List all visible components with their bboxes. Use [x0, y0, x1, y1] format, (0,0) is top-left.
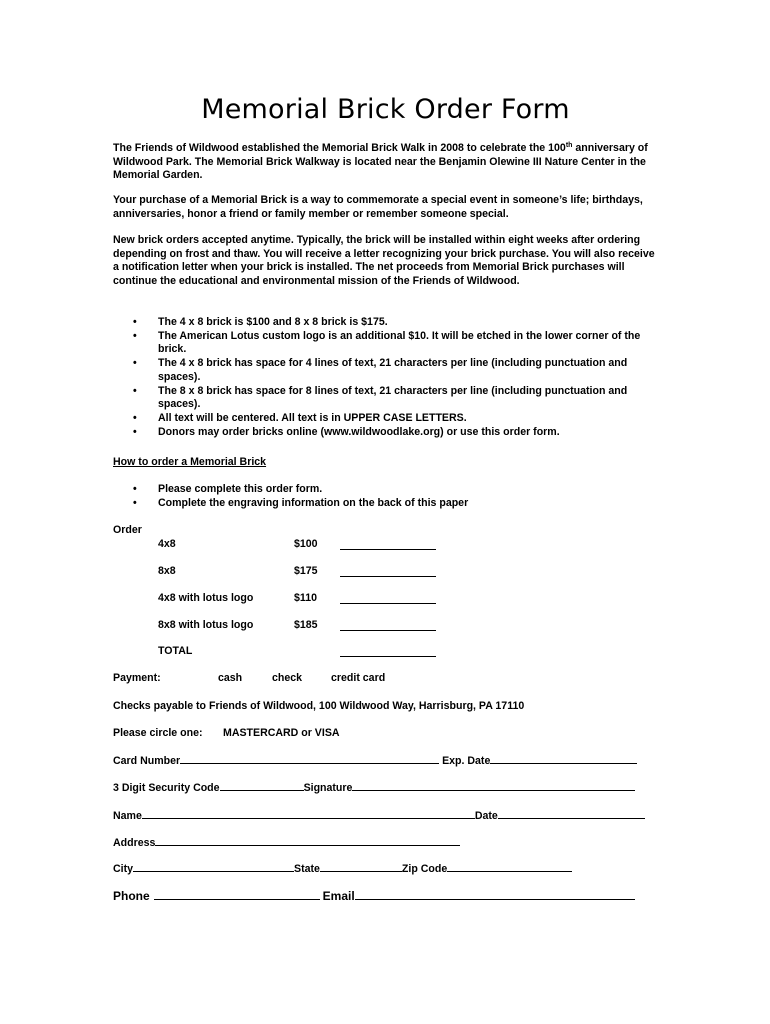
zip-field[interactable] [447, 861, 572, 872]
list-item-text: Donors may order bricks online (www.wildwoodlake.org) or use this order form. [158, 425, 560, 438]
how-to-order-list [113, 483, 658, 510]
order-item-label: 4x8 with lotus logo [158, 592, 254, 604]
list-item-text: The 4 x 8 brick has space for 4 lines of text, 21 characters per line (including punctuation and spaces). [158, 357, 628, 383]
circle-one-label: Please circle one: [113, 727, 203, 739]
checks-payable-note: Checks payable to Friends of Wildwood, 100 Wildwood Way, Harrisburg, PA 17110 [113, 700, 525, 712]
quantity-field[interactable] [340, 630, 436, 631]
name-date-row [113, 808, 645, 822]
email-label: Email [322, 889, 355, 903]
list-item-text: The American Lotus custom logo is an additional $10. It will be etched in the lower corner of the brick. [158, 329, 641, 356]
bullet-icon: • [133, 357, 137, 370]
security-code-field[interactable] [220, 780, 304, 791]
list-item [113, 330, 658, 357]
card-number-label: Card Number [113, 755, 181, 767]
list-item [113, 316, 658, 330]
date-field[interactable] [498, 808, 645, 819]
card-number-field[interactable] [180, 753, 439, 764]
name-field[interactable] [142, 808, 475, 819]
state-field[interactable] [320, 861, 402, 872]
signature-field[interactable] [352, 780, 635, 791]
bullet-icon: • [133, 316, 137, 328]
bullet-icon: • [133, 496, 137, 509]
ordinal-suffix: th [565, 142, 573, 149]
list-item-text: The 8 x 8 brick has space for 8 lines of text, 21 characters per line (including punctuation and spaces). [158, 384, 628, 411]
order-item-price: $185 [294, 619, 318, 631]
card-number-row [113, 753, 651, 767]
city-field[interactable] [133, 861, 294, 872]
total-label: TOTAL [158, 645, 193, 657]
order-item-label: 8x8 with lotus logo [158, 619, 254, 631]
list-item-text: All text will be centered. All text is in UPPER CASE LETTERS. [158, 411, 467, 424]
security-code-label: 3 Digit Security Code [113, 782, 220, 794]
order-item-label: 8x8 [158, 565, 176, 577]
page-title: Memorial Brick Order Form [201, 94, 570, 125]
bullet-icon: • [133, 384, 137, 397]
exp-date-field[interactable] [490, 753, 637, 764]
quantity-field[interactable] [340, 576, 436, 577]
intro-paragraph-timing: New brick orders accepted anytime. Typically, the brick will be installed within eight weeks after ordering depending on frost and thaw. You will receive a letter recognizing your brick purchase. You will also receive a notification letter when your brick is installed. The net proceeds from Memorial Brick purchases will continue the educational and environmental mission of the Friends of Wildwood. [113, 234, 655, 287]
quantity-field[interactable] [340, 549, 436, 550]
bullet-icon: • [133, 483, 137, 495]
order-row-4x8-lotus [158, 592, 458, 606]
order-item-price: $175 [294, 565, 318, 577]
payment-row [113, 672, 386, 684]
security-signature-row [113, 780, 635, 794]
address-label: Address [113, 837, 156, 849]
order-row-total [158, 645, 458, 659]
address-row [113, 835, 460, 849]
bullet-icon: • [133, 411, 137, 424]
card-type-row [113, 727, 340, 739]
name-label: Name [113, 810, 142, 822]
list-item-text: Complete the engraving information on the back of this paper [158, 496, 469, 509]
how-to-order-heading: How to order a Memorial Brick [113, 456, 267, 468]
signature-label: Signature [303, 782, 353, 794]
intro-paragraph-history [113, 139, 658, 183]
state-label: State [294, 863, 320, 875]
phone-field[interactable] [154, 889, 320, 900]
address-field[interactable] [155, 835, 460, 846]
payment-option-credit-card[interactable]: credit card [331, 672, 386, 684]
quantity-field[interactable] [340, 603, 436, 604]
list-item-text: Please complete this order form. [158, 483, 323, 495]
order-item-price: $110 [294, 592, 317, 604]
order-item-label: 4x8 [158, 538, 176, 550]
email-field[interactable] [355, 889, 635, 900]
list-item [113, 426, 658, 440]
exp-date-label: Exp. Date [442, 755, 491, 767]
payment-label: Payment: [113, 672, 161, 684]
city-state-zip-row [113, 861, 572, 875]
phone-email-row [113, 889, 635, 903]
list-item [113, 357, 658, 384]
intro-history-text-b: anniversary of Wildwood Park. The Memorial Brick Walkway is located near the Benjamin Olewine III Nature Center in the Memorial Garden. [113, 142, 648, 182]
city-label: City [113, 863, 134, 875]
zip-label: Zip Code [401, 863, 448, 875]
bullet-icon: • [133, 425, 137, 438]
order-row-8x8-lotus [158, 619, 458, 633]
payment-option-check[interactable]: check [272, 672, 303, 684]
intro-history-text-a: The Friends of Wildwood established the Memorial Brick Walk in 2008 to celebrate the 100 [113, 142, 566, 154]
order-row-8x8 [158, 565, 458, 579]
phone-label: Phone [113, 889, 150, 903]
card-type-options[interactable]: MASTERCARD or VISA [223, 727, 340, 739]
intro-paragraph-purpose: Your purchase of a Memorial Brick is a way to commemorate a special event in someone’s life; birthdays, anniversaries, honor a friend or family member or remember someone special. [113, 194, 643, 220]
order-row-4x8 [158, 538, 458, 552]
order-label: Order [113, 524, 142, 536]
order-item-price: $100 [294, 538, 318, 550]
list-item [113, 385, 658, 412]
list-item [113, 483, 658, 497]
list-item-text: The 4 x 8 brick is $100 and 8 x 8 brick is $175. [158, 316, 388, 328]
payment-option-cash[interactable]: cash [218, 672, 243, 684]
list-item [113, 497, 658, 511]
bullet-icon: • [133, 329, 137, 342]
list-item [113, 412, 658, 426]
date-label: Date [474, 810, 498, 822]
total-field[interactable] [340, 656, 436, 657]
brick-details-list [113, 316, 658, 439]
